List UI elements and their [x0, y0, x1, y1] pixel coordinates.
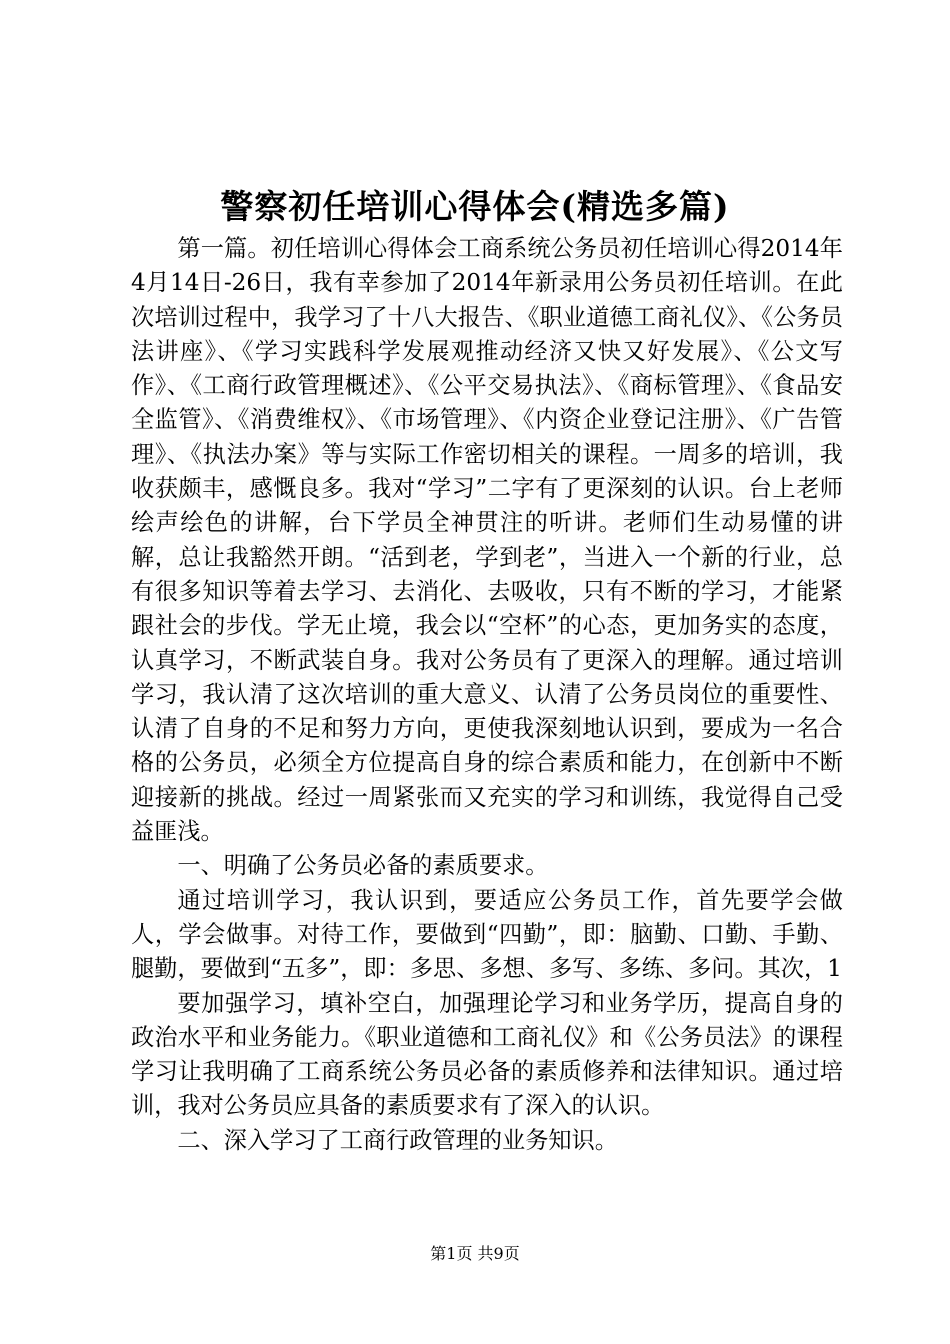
section-heading: 一、明确了公务员必备的素质要求。 — [177, 852, 549, 880]
document-body — [131, 232, 843, 1158]
section-heading: 二、深入学习了工商行政管理的业务知识。 — [177, 1126, 618, 1154]
page-footer: 第1页 共9页 — [430, 1244, 520, 1263]
document-title: 警察初任培训心得体会(精选多篇) — [220, 187, 730, 226]
paragraph: 通过培训学习，我认识到，要适应公务员工作，首先要学会做人，学会做事。对待工作，要做到“四勤”，即：脑勤、口勤、手勤、腿勤，要做到“五多”，即：多思、多想、多写、多练、多问。其次，1 — [131, 886, 843, 983]
paragraph: 要加强学习，填补空白，加强理论学习和业务学历，提高自身的政治水平和业务能力。《职业道德和工商礼仪》和《公务员法》的课程学习让我明确了工商系统公务员必备的素质修养和法律知识。通过培训，我对公务员应具备的素质要求有了深入的认识。 — [131, 989, 843, 1120]
paragraph: 第一篇。初任培训心得体会工商系统公务员初任培训心得2014年4月14日-26日，我有幸参加了2014年新录用公务员初任培训。在此次培训过程中，我学习了十八大报告、《职业道德工商礼仪》、《公务员法讲座》、《学习实践科学发展观推动经济又快又好发展》、《公文写作》、《工商行政管理概述》、《公平交易执法》、《商标管理》、《食品安全监管》、《消费维权》、《市场管理》、《内资企业登记注册》、《广告管理》、《执法办案》等与实际工作密切相关的课程。一周多的培训，我收获颇丰，感慨良多。我对“学习”二字有了更深刻的认识。台上老师绘声绘色的讲解，台下学员全神贯注的听讲。老师们生动易懂的讲解，总让我豁然开朗。“活到老，学到老”，当进入一个新的行业，总有很多知识等着去学习、去消化、去吸收，只有不断的学习，才能紧跟社会的步伐。学无止境，我会以“空杯”的心态，更加务实的态度，认真学习，不断武装自身。我对公务员有了更深入的理解。通过培训学习，我认清了这次培训的重大意义、认清了公务员岗位的重要性、认清了自身的不足和努力方向，更使我深刻地认识到，要成为一名合格的公务员，必须全方位提高自身的综合素质和能力，在创新中不断迎接新的挑战。经过一周紧张而又充实的学习和训练，我觉得自己受益匪浅。 — [131, 235, 843, 846]
